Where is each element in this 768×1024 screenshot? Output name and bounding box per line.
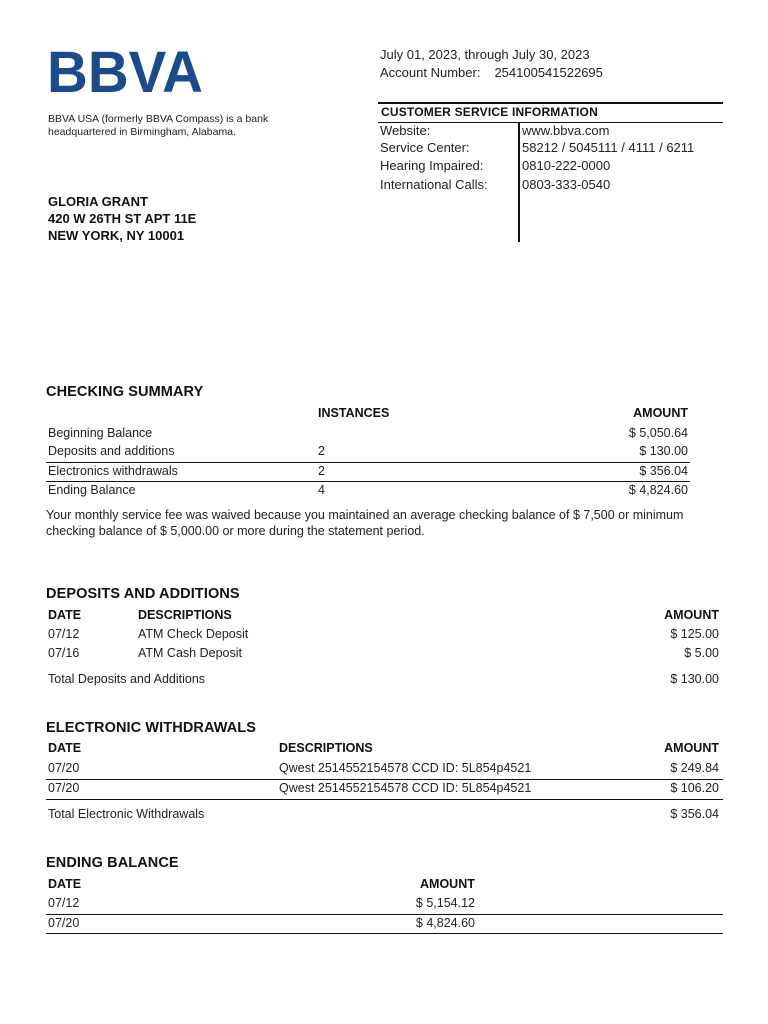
deposit-amount: $ 5.00 [684,646,719,660]
col-header-amount: AMOUNT [633,406,688,420]
cs-title: CUSTOMER SERVICE INFORMATION [381,105,598,119]
customer-service-box [378,102,723,242]
cs-row-website [378,123,723,141]
ending-balance-date: 07/12 [48,896,80,910]
deposit-date: 07/16 [48,646,80,660]
ending-balance-date: 07/20 [48,916,80,930]
bbva-logo [47,44,205,96]
col-header-date: DATE [48,608,82,622]
bank-description-line1: BBVA USA (formerly BBVA Compass) is a bank [48,113,269,125]
ending-balance-amount: $ 4,824.60 [415,916,475,930]
notice-line1: Your monthly service fee was waived because you maintained an average checking balance of $ 7,500 or minimum [46,508,684,522]
withdrawal-date: 07/20 [48,781,80,795]
col-header-descriptions: DESCRIPTIONS [138,608,232,622]
cs-value: 0803-333-0540 [522,177,611,192]
customer-address-block [48,193,196,244]
ending-balance-amount: $ 5,154.12 [415,896,475,910]
fee-waiver-notice [46,507,726,539]
withdrawal-description: Qwest 2514552154578 CCD ID: 5L854p4521 [279,761,532,775]
withdrawal-amount: $ 249.84 [670,761,719,775]
col-header-instances: INSTANCES [318,406,390,420]
cs-value: 0810-222-0000 [522,158,611,173]
customer-address-line2: NEW YORK, NY 10001 [48,228,185,243]
notice-line2: checking balance of $ 5,000.00 or more during the statement period. [46,524,425,538]
deposit-description: ATM Check Deposit [138,627,249,641]
summary-instances: 4 [318,483,325,497]
checking-summary-title: CHECKING SUMMARY [46,384,204,400]
summary-label: Ending Balance [48,483,136,497]
deposits-title: DEPOSITS AND ADDITIONS [46,586,240,602]
bank-description-line2: headquartered in Birmingham, Alabama. [48,126,236,138]
summary-amount: $ 4,824.60 [628,483,688,497]
summary-label: Deposits and additions [48,444,175,458]
customer-name: GLORIA GRANT [48,194,148,209]
bank-description [48,113,298,139]
deposit-description: ATM Cash Deposit [138,646,242,660]
deposit-date: 07/12 [48,627,80,641]
cs-value: 58212 / 5045111 / 4111 / 6211 [522,140,695,155]
summary-label: Beginning Balance [48,426,153,440]
statement-info [380,46,603,82]
withdrawal-date: 07/20 [48,761,80,775]
ending-balance-divider [46,933,723,934]
logo-text: BBVA [47,44,203,96]
summary-divider [46,462,690,463]
ending-balance-title: ENDING BALANCE [46,855,179,871]
cs-label: Hearing Impaired: [380,158,484,173]
withdrawals-divider [46,779,723,780]
cs-label: Website: [380,123,431,138]
col-header-descriptions: DESCRIPTIONS [279,741,373,755]
withdrawal-amount: $ 106.20 [670,781,719,795]
summary-amount: $ 130.00 [639,444,688,458]
summary-instances: 2 [318,464,325,478]
account-number-row [380,64,603,82]
withdrawals-divider [46,799,723,800]
col-header-amount: AMOUNT [664,741,719,755]
col-header-date: DATE [48,877,82,891]
account-number-label: Account Number: [380,65,481,80]
deposit-amount: $ 125.00 [670,627,719,641]
cs-label: International Calls: [380,177,488,192]
withdrawal-description: Qwest 2514552154578 CCD ID: 5L854p4521 [279,781,532,795]
cs-label: Service Center: [380,140,470,155]
summary-instances: 2 [318,444,325,458]
summary-label: Electronics withdrawals [48,464,178,478]
withdrawals-total-label: Total Electronic Withdrawals [48,807,205,821]
customer-address-line1: 420 W 26TH ST APT 11E [48,211,197,226]
deposits-total-amount: $ 130.00 [670,672,719,686]
account-number: 254100541522695 [494,65,603,80]
deposits-total-label: Total Deposits and Additions [48,672,206,686]
withdrawals-total-amount: $ 356.04 [670,807,719,821]
cs-row-international-calls [378,177,723,195]
cs-row-hearing-impaired [378,158,723,176]
summary-amount: $ 5,050.64 [628,426,688,440]
col-header-amount: AMOUNT [420,877,475,891]
statement-period: July 01, 2023, through July 30, 2023 [380,47,590,62]
cs-row-service-center [378,140,723,158]
summary-amount: $ 356.04 [639,464,688,478]
cs-website-link[interactable]: www.bbva.com [522,123,610,138]
ending-balance-divider [46,914,723,915]
summary-divider [46,481,690,482]
col-header-date: DATE [48,741,82,755]
col-header-amount: AMOUNT [664,608,719,622]
withdrawals-title: ELECTRONIC WITHDRAWALS [46,720,257,736]
cs-top-rule [378,102,723,104]
